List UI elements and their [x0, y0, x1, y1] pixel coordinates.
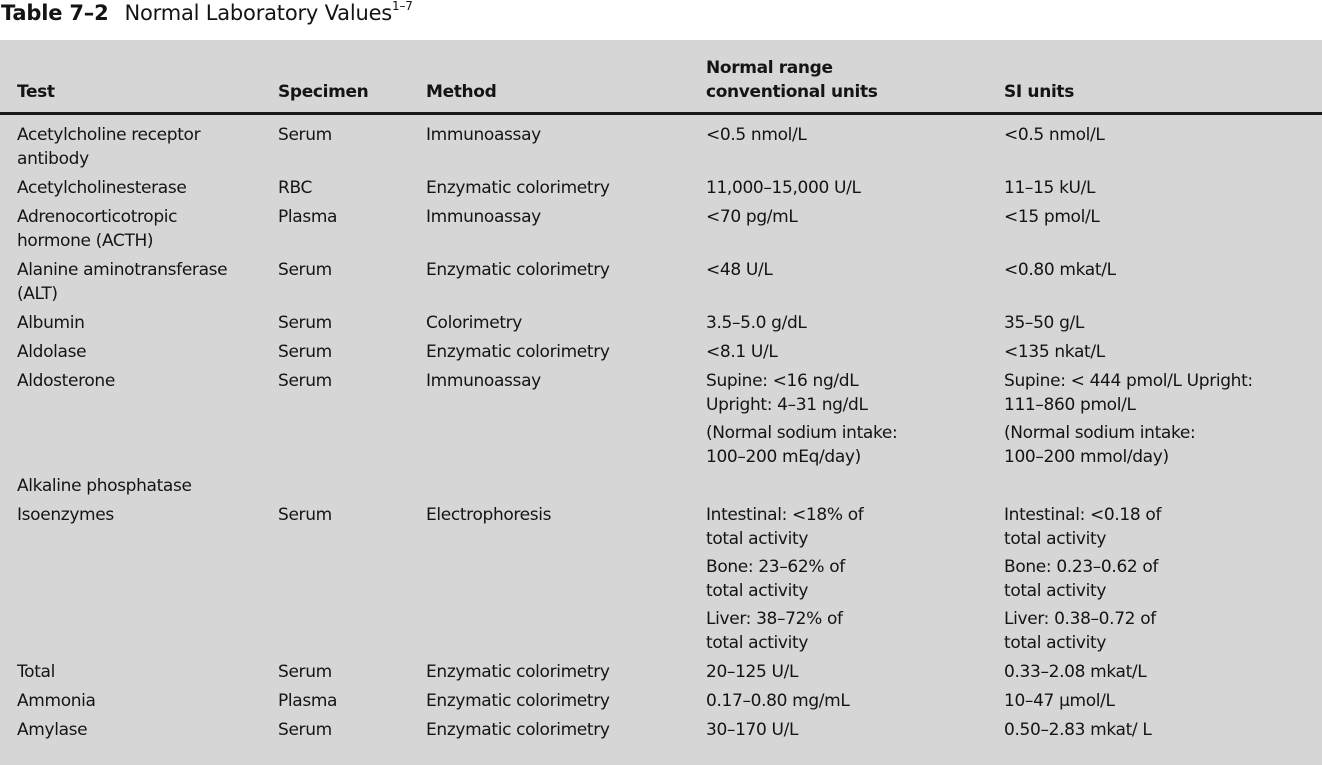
si-units-line: 100–200 mmol/day) — [1004, 447, 1169, 467]
value-block — [1004, 369, 1322, 417]
value-block — [1004, 607, 1322, 655]
cell-method — [426, 311, 706, 340]
method-value: Enzymatic colorimetry — [426, 662, 610, 682]
test-name-line: Acetylcholine receptor — [17, 125, 201, 145]
specimen-value: Serum — [278, 505, 332, 525]
table-row — [0, 205, 1322, 258]
si-units-line: <135 nkat/L — [1004, 342, 1105, 362]
cell-test — [0, 340, 278, 369]
normal-range-line: Bone: 23–62% of — [706, 557, 845, 577]
test-name-line: hormone (ACTH) — [17, 231, 154, 251]
cell-normal-range — [706, 718, 1004, 747]
value-block — [1004, 718, 1322, 742]
test-name-line: Alkaline phosphatase — [17, 476, 192, 496]
table-row — [0, 369, 1322, 474]
cell-normal-range — [706, 660, 1004, 689]
normal-range-line: <70 pg/mL — [706, 207, 798, 227]
table-row — [0, 311, 1322, 340]
header-si-units: SI units — [1004, 40, 1322, 114]
normal-range-line: <8.1 U/L — [706, 342, 778, 362]
normal-range-line: 100–200 mEq/day) — [706, 447, 861, 467]
si-units-line: Bone: 0.23–0.62 of — [1004, 557, 1159, 577]
normal-range-line: total activity — [706, 529, 809, 549]
cell-specimen — [278, 474, 426, 503]
si-units-line: 10–47 µmol/L — [1004, 691, 1115, 711]
value-block — [706, 689, 1004, 713]
method-value: Enzymatic colorimetry — [426, 260, 610, 280]
cell-normal-range — [706, 369, 1004, 474]
cell-test — [0, 689, 278, 718]
normal-range-line: total activity — [706, 633, 809, 653]
cell-test — [0, 311, 278, 340]
test-name-line: Adrenocorticotropic — [17, 207, 178, 227]
value-block — [1004, 205, 1322, 229]
test-name-line: Acetylcholinesterase — [17, 178, 187, 198]
cell-normal-range — [706, 176, 1004, 205]
test-name-line: Alanine aminotransferase — [17, 260, 228, 280]
cell-method — [426, 340, 706, 369]
normal-range-line: Liver: 38–72% of — [706, 609, 843, 629]
table-caption — [1, 0, 413, 28]
method-value: Electrophoresis — [426, 505, 552, 525]
cell-specimen — [278, 311, 426, 340]
cell-normal-range — [706, 689, 1004, 718]
table-row — [0, 718, 1322, 747]
test-name-line: Aldosterone — [17, 371, 115, 391]
value-block — [706, 607, 1004, 655]
normal-range-line: Supine: <16 ng/dL — [706, 371, 859, 391]
cell-test — [0, 503, 278, 660]
value-block — [706, 123, 1004, 147]
cell-si-units — [1004, 340, 1322, 369]
value-block — [1004, 258, 1322, 282]
cell-specimen — [278, 176, 426, 205]
method-value: Immunoassay — [426, 371, 541, 391]
cell-method — [426, 114, 706, 177]
cell-test — [0, 474, 278, 503]
method-value: Colorimetry — [426, 313, 522, 333]
cell-normal-range — [706, 311, 1004, 340]
value-block — [1004, 689, 1322, 713]
si-units-line: total activity — [1004, 633, 1107, 653]
value-block — [1004, 311, 1322, 335]
test-name-line: Ammonia — [17, 691, 96, 711]
normal-range-line: (Normal sodium intake: — [706, 423, 898, 443]
cell-si-units — [1004, 369, 1322, 474]
cell-normal-range — [706, 258, 1004, 311]
cell-normal-range — [706, 205, 1004, 258]
cell-specimen — [278, 205, 426, 258]
cell-si-units — [1004, 176, 1322, 205]
test-name-line: Total — [17, 662, 55, 682]
si-units-line: Liver: 0.38–0.72 of — [1004, 609, 1156, 629]
cell-specimen — [278, 689, 426, 718]
table-row — [0, 503, 1322, 660]
value-block — [1004, 340, 1322, 364]
specimen-value: RBC — [278, 178, 312, 198]
header-row — [0, 40, 1322, 114]
specimen-value: Plasma — [278, 207, 338, 227]
value-block — [706, 205, 1004, 229]
cell-specimen — [278, 660, 426, 689]
si-units-line: Intestinal: <0.18 of — [1004, 505, 1162, 525]
value-block — [706, 311, 1004, 335]
si-units-line: <0.80 mkat/L — [1004, 260, 1116, 280]
cell-specimen — [278, 369, 426, 474]
normal-range-line: 30–170 U/L — [706, 720, 799, 740]
cell-method — [426, 718, 706, 747]
cell-method — [426, 258, 706, 311]
specimen-value: Serum — [278, 342, 332, 362]
si-units-line: total activity — [1004, 529, 1107, 549]
table-title: Normal Laboratory Values — [124, 1, 393, 25]
table-row — [0, 474, 1322, 503]
test-name-line: Albumin — [17, 313, 85, 333]
method-value: Immunoassay — [426, 207, 541, 227]
method-value: Immunoassay — [426, 125, 541, 145]
specimen-value: Serum — [278, 720, 332, 740]
test-name-line: Amylase — [17, 720, 88, 740]
value-block — [1004, 503, 1322, 551]
cell-specimen — [278, 503, 426, 660]
table-row — [0, 340, 1322, 369]
table-row — [0, 660, 1322, 689]
cell-normal-range — [706, 114, 1004, 177]
specimen-value: Serum — [278, 371, 332, 391]
value-block — [706, 660, 1004, 684]
si-units-line: (Normal sodium intake: — [1004, 423, 1196, 443]
table-row — [0, 114, 1322, 177]
cell-test — [0, 258, 278, 311]
table-row — [0, 689, 1322, 718]
value-block — [706, 503, 1004, 551]
value-block — [1004, 421, 1322, 469]
table-body — [0, 114, 1322, 748]
cell-normal-range — [706, 474, 1004, 503]
specimen-value: Serum — [278, 313, 332, 333]
cell-specimen — [278, 258, 426, 311]
si-units-line: <15 pmol/L — [1004, 207, 1100, 227]
value-block — [1004, 123, 1322, 147]
cell-si-units — [1004, 311, 1322, 340]
header-normal-range: Normal range conventional units — [706, 40, 1004, 114]
normal-range-line: Intestinal: <18% of — [706, 505, 864, 525]
cell-si-units — [1004, 503, 1322, 660]
cell-normal-range — [706, 503, 1004, 660]
normal-range-line: 3.5–5.0 g/dL — [706, 313, 807, 333]
normal-range-line: <0.5 nmol/L — [706, 125, 807, 145]
cell-test — [0, 660, 278, 689]
cell-method — [426, 689, 706, 718]
specimen-value: Serum — [278, 662, 332, 682]
value-block — [1004, 176, 1322, 200]
cell-si-units — [1004, 114, 1322, 177]
test-name-line: Aldolase — [17, 342, 87, 362]
si-units-line: 11–15 kU/L — [1004, 178, 1096, 198]
cell-method — [426, 176, 706, 205]
cell-si-units — [1004, 660, 1322, 689]
value-block — [706, 258, 1004, 282]
si-units-line: <0.5 nmol/L — [1004, 125, 1105, 145]
cell-test — [0, 718, 278, 747]
table-row — [0, 176, 1322, 205]
value-block — [1004, 660, 1322, 684]
header-method: Method — [426, 40, 706, 114]
header-specimen: Specimen — [278, 40, 426, 114]
cell-method — [426, 474, 706, 503]
value-block — [706, 555, 1004, 603]
method-value: Enzymatic colorimetry — [426, 691, 610, 711]
cell-test — [0, 114, 278, 177]
test-name-line: antibody — [17, 149, 89, 169]
cell-method — [426, 205, 706, 258]
cell-si-units — [1004, 474, 1322, 503]
cell-method — [426, 660, 706, 689]
specimen-value: Serum — [278, 260, 332, 280]
si-units-line: 0.50–2.83 mkat/ L — [1004, 720, 1152, 740]
lab-values-table — [0, 40, 1322, 747]
value-block — [1004, 555, 1322, 603]
normal-range-line: Upright: 4–31 ng/dL — [706, 395, 868, 415]
cell-test — [0, 205, 278, 258]
cell-si-units — [1004, 689, 1322, 718]
lab-values-table-panel — [0, 40, 1322, 765]
test-name-line: Isoenzymes — [17, 505, 114, 525]
si-units-line: Supine: < 444 pmol/L Upright: — [1004, 371, 1253, 391]
reference-superscript: 1–7 — [392, 0, 413, 13]
value-block — [706, 718, 1004, 742]
method-value: Enzymatic colorimetry — [426, 720, 610, 740]
value-block — [706, 421, 1004, 469]
si-units-line: total activity — [1004, 581, 1107, 601]
normal-range-line: 20–125 U/L — [706, 662, 799, 682]
method-value: Enzymatic colorimetry — [426, 178, 610, 198]
cell-test — [0, 369, 278, 474]
table-number: Table 7–2 — [1, 1, 109, 25]
cell-normal-range — [706, 340, 1004, 369]
test-name-line: (ALT) — [17, 284, 58, 304]
cell-method — [426, 503, 706, 660]
method-value: Enzymatic colorimetry — [426, 342, 610, 362]
cell-specimen — [278, 718, 426, 747]
si-units-line: 111–860 pmol/L — [1004, 395, 1136, 415]
table-header — [0, 40, 1322, 114]
cell-test — [0, 176, 278, 205]
cell-si-units — [1004, 258, 1322, 311]
cell-specimen — [278, 340, 426, 369]
si-units-line: 0.33–2.08 mkat/L — [1004, 662, 1147, 682]
si-units-line: 35–50 g/L — [1004, 313, 1085, 333]
value-block — [706, 369, 1004, 417]
header-test: Test — [0, 40, 278, 114]
value-block — [706, 176, 1004, 200]
specimen-value: Serum — [278, 125, 332, 145]
cell-method — [426, 369, 706, 474]
cell-si-units — [1004, 718, 1322, 747]
normal-range-line: 0.17–0.80 mg/mL — [706, 691, 850, 711]
specimen-value: Plasma — [278, 691, 338, 711]
normal-range-line: total activity — [706, 581, 809, 601]
cell-si-units — [1004, 205, 1322, 258]
normal-range-line: <48 U/L — [706, 260, 773, 280]
normal-range-line: 11,000–15,000 U/L — [706, 178, 861, 198]
cell-specimen — [278, 114, 426, 177]
table-row — [0, 258, 1322, 311]
value-block — [706, 340, 1004, 364]
